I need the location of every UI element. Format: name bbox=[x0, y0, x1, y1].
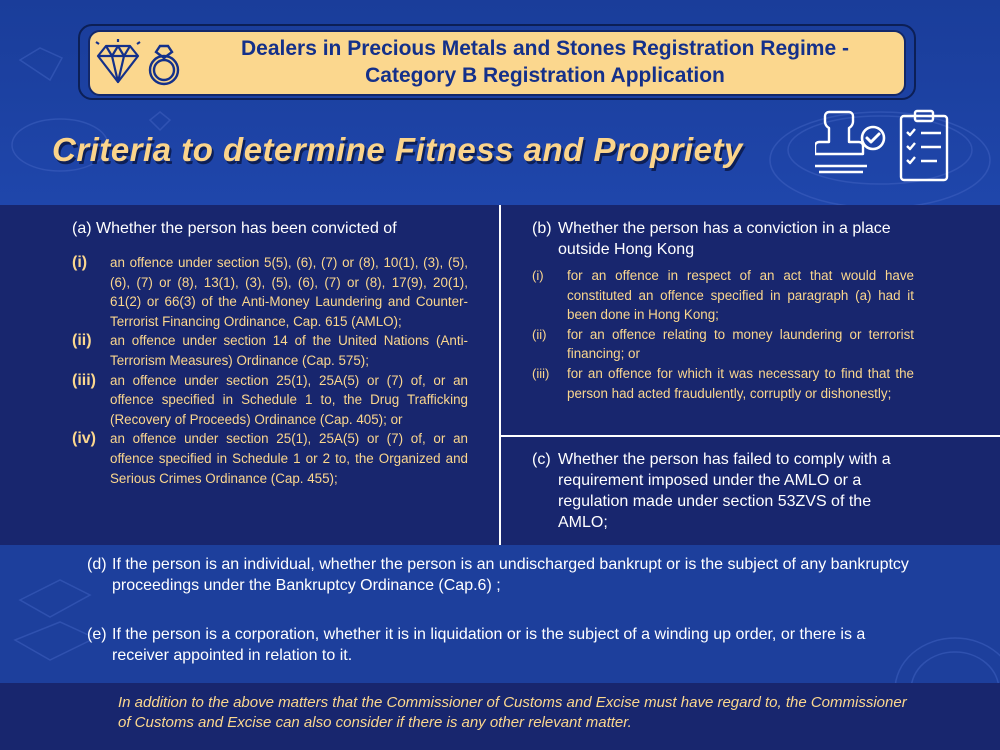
list-item bbox=[72, 331, 468, 370]
list-item bbox=[72, 371, 468, 430]
section-d-text: If the person is an individual, whether the person is an undischarged bankrupt or is the subject of any bankruptcy proceedings under the Bankruptcy Ordinance (Cap.6) ; bbox=[112, 556, 909, 594]
list-item bbox=[72, 429, 468, 488]
list-item bbox=[532, 364, 914, 403]
banner-icon-group bbox=[94, 38, 184, 88]
section-b-heading bbox=[532, 218, 912, 260]
list-item-number: (iii) bbox=[532, 365, 550, 381]
section-a-heading: (a) Whether the person has been convicted of bbox=[72, 220, 397, 237]
section-c-text: Whether the person has failed to comply with a requirement imposed under the AMLO or a regulation made under section 53ZVS of the AMLO; bbox=[558, 451, 891, 531]
section-e-label: (e) bbox=[87, 626, 107, 643]
clipboard-checklist-icon bbox=[901, 111, 947, 180]
list-item-text: for an offence relating to money laundering or terrorist financing; or bbox=[567, 326, 914, 362]
checkmark-circle-icon bbox=[862, 127, 884, 149]
section-c bbox=[532, 449, 922, 533]
list-item-number: (i) bbox=[532, 268, 544, 283]
list-item-text: an offence under section 25(1), 25A(5) or (7) of, or an offence specified in Schedule 1 or 2 to, the Organized and Serious Crimes Ordinance (Cap. 455); bbox=[110, 431, 468, 486]
stamp-icon bbox=[815, 112, 867, 172]
section-e bbox=[87, 624, 917, 666]
list-item-text: for an offence for which it was necessary to find that the person had acted fraudulently, corruptly or dishonestly; bbox=[567, 365, 914, 401]
list-item-text: an offence under section 14 of the United Nations (Anti-Terrorism Measures) Ordinance (Cap. 575); bbox=[110, 333, 468, 368]
list-item-text: an offence under section 25(1), 25A(5) or (7) of, or an offence specified in Schedule 1 to, the Drug Trafficking (Recovery of Proceeds) Ordinance (Cap. 405); or bbox=[110, 372, 468, 427]
section-b-list bbox=[532, 266, 914, 403]
banner-title bbox=[190, 35, 900, 89]
horizontal-divider bbox=[501, 435, 1000, 437]
list-item-text: for an offence in respect of an act that would have constituted an offence specified in paragraph (a) had it been done in Hong Kong; bbox=[567, 268, 914, 323]
section-a-list bbox=[72, 253, 468, 488]
list-item-number: (iii) bbox=[72, 371, 96, 389]
list-item-number: (ii) bbox=[72, 332, 92, 350]
ring-icon bbox=[150, 46, 178, 84]
section-d-label: (d) bbox=[87, 556, 107, 573]
vertical-divider bbox=[499, 205, 501, 545]
section-d bbox=[87, 554, 917, 596]
section-c-label: (c) bbox=[532, 451, 551, 468]
list-item-number: (iv) bbox=[72, 430, 96, 448]
list-item bbox=[532, 266, 914, 325]
section-e-text: If the person is a corporation, whether it is in liquidation or is the subject of a winding up order, or there is a receiver appointed in relation to it. bbox=[112, 626, 866, 664]
list-item bbox=[532, 325, 914, 364]
list-item bbox=[72, 253, 468, 331]
section-b-heading-text: Whether the person has a conviction in a place outside Hong Kong bbox=[558, 220, 891, 258]
diamond-icon bbox=[96, 39, 140, 82]
list-item-text: an offence under section 5(5), (6), (7) or (8), 10(1), (3), (5), (6), (7) or (8), 13(1), (3), (5), (6), (7) or (8), 17(9), 20(1), 61(2) or 66(3) of the Anti-Money Laundering and Counter-Terrorist Financing Ordinance, Cap. 615 (AMLO); bbox=[110, 255, 468, 329]
list-item-number: (ii) bbox=[532, 326, 547, 342]
list-item-number: (i) bbox=[72, 254, 88, 271]
page-title: Criteria to determine Fitness and Propriety bbox=[52, 131, 743, 168]
footer-note: In addition to the above matters that the Commissioner of Customs and Excise must have regard to, the Commissioner of Customs and Excise can also consider if there is any other relevant matter. bbox=[118, 694, 907, 731]
heading-icon-group bbox=[815, 108, 955, 188]
banner-title-line2: Category B Registration Application bbox=[365, 64, 725, 87]
banner-title-line1: Dealers in Precious Metals and Stones Registration Regime - bbox=[240, 37, 849, 60]
section-b-label: (b) bbox=[532, 220, 552, 237]
